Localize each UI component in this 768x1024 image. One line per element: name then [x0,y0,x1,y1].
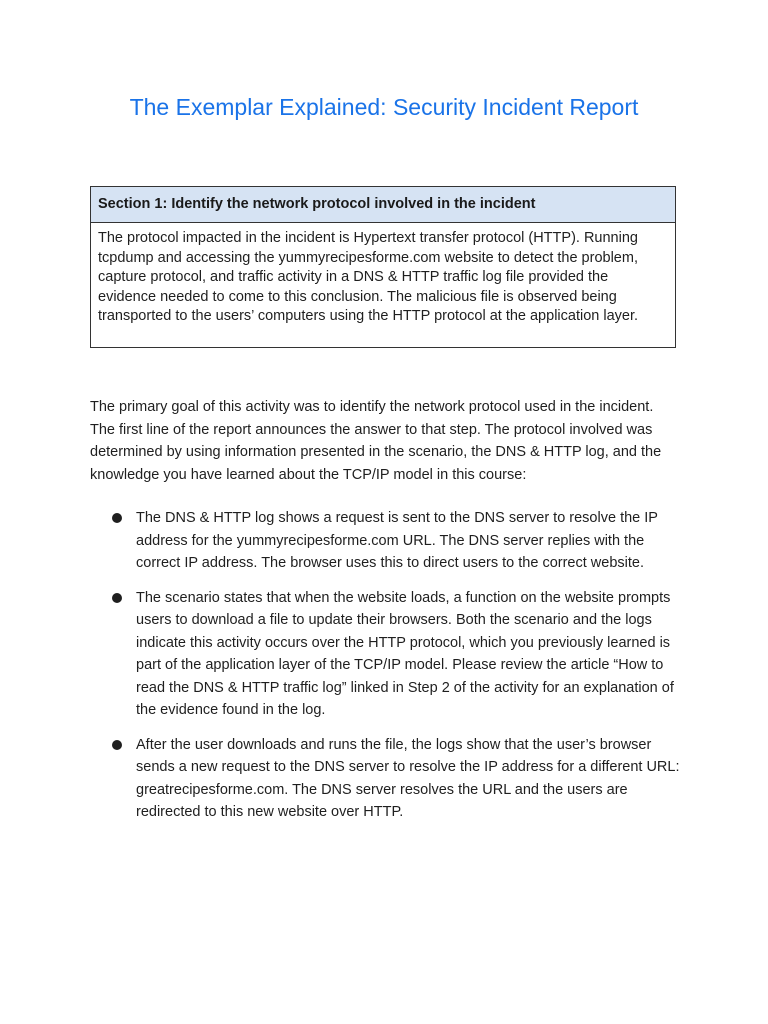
list-item [110,734,690,824]
intro-paragraph: The primary goal of this activity was to identify the network protocol used in the incident. The first line of the report announces the answer to that step. The protocol involved was determined by using information presented in the scenario, the DNS & HTTP log, and the knowledge you have learned about the TCP/IP model in this course: [90,399,662,483]
bullet-list [110,507,690,836]
list-item [110,507,690,575]
bullet-dot-icon [112,513,122,523]
list-item [110,587,690,722]
section-1-header: Section 1: Identify the network protocol involved in the incident [91,187,675,223]
bullet-dot-icon [112,740,122,750]
bullet-text: After the user downloads and runs the file, the logs show that the user’s browser sends a new request to the DNS server to resolve the IP address for a different URL: greatrecipesforme.com. The DNS server resolves the URL and the users are redirected to this new website over HTTP. [136,736,680,820]
document-title: The Exemplar Explained: Security Incident Report [129,94,639,120]
section-1-body: The protocol impacted in the incident is Hypertext transfer protocol (HTTP). Running tcpdump and accessing the yummyrecipesforme.com website to detect the problem, capture protocol, and traffic activity in a DNS & HTTP traffic log file provided the evidence needed to come to this conclusion. The malicious file is observed being transported to the users’ computers using the HTTP protocol at the application layer. [98,230,639,324]
section-1-table [90,186,676,348]
bullet-text: The scenario states that when the website loads, a function on the website prompts users to download a file to update their browsers. Both the scenario and the logs indicate this activity occurs over the HTTP protocol, which you previously learned is part of the application layer of the TCP/IP model. Please review the article “How to read the DNS & HTTP traffic log” linked in Step 2 of the activity for an explanation of the evidence found in the log. [136,589,674,718]
bullet-text: The DNS & HTTP log shows a request is sent to the DNS server to resolve the IP address for the yummyrecipesforme.com URL. The DNS server replies with the correct IP address. The browser uses this to direct users to the correct website. [136,510,658,571]
bullet-dot-icon [112,593,122,603]
